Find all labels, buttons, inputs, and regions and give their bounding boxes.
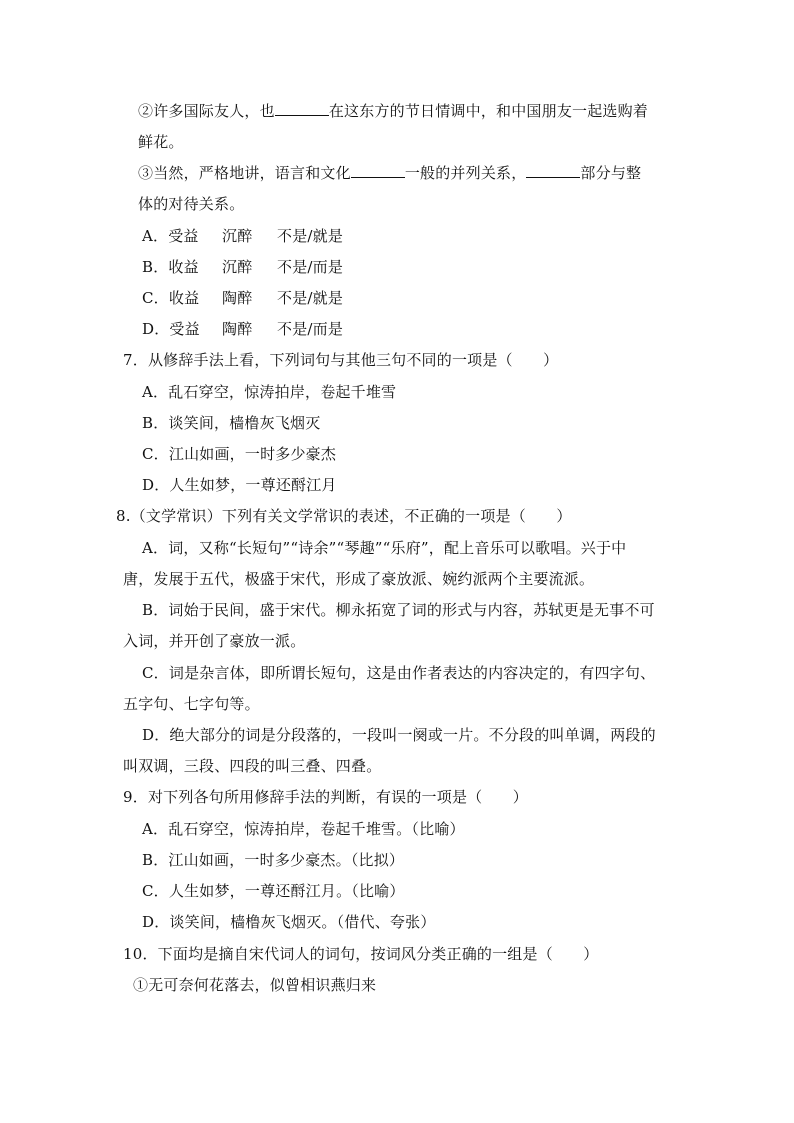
option-label: A．受益 [142,227,199,245]
q6-sentence-2-part-b: 在这东方的节日情调中，和中国朋友一起选购着 [328,102,649,120]
option-label: D．受益 [142,320,200,338]
q6-option-b [142,257,343,277]
q7-stem: 7．从修辞手法上看，下列词句与其他三句不同的一项是（ ） [123,351,559,369]
q8-option-a-line-1: A．词，又称“长短句”“诗余”“琴趣”“乐府”，配上音乐可以歌唱。兴于中 [142,539,627,557]
option-word-2: 陶醉 [222,289,253,307]
q6-sentence-3-part-c: 部分与整 [580,164,642,182]
option-word-2: 沉醉 [222,258,253,276]
option-label: C．收益 [142,289,200,307]
q6-sentence-3-line-2 [138,194,244,214]
q9-stem: 9．对下列各句所用修辞手法的判断，有误的一项是（ ） [123,788,528,806]
q7-option-d: D．人生如梦，一尊还酹江月 [142,476,337,494]
fill-blank [351,163,405,178]
q9-option-d: D．谈笑间，樯橹灰飞烟灭。（借代、夸张） [142,913,436,931]
q8-option-b-line-2: 入词，并开创了豪放一派。 [123,632,306,650]
option-word-3: 不是/就是 [277,289,344,307]
fill-blank [275,101,329,116]
q6-sentence-3-line-1 [138,163,641,183]
q7-option-c: C．江山如画，一时多少豪杰 [142,445,337,463]
option-word-3: 不是/而是 [277,258,344,276]
q6-option-d [142,319,343,339]
q6-sentence-2-line-2 [138,132,184,152]
q8-stem: 8.（文学常识）下列有关文学常识的表述，不正确的一项是（ ） [116,507,572,525]
q8-option-d-line-2: 叫双调，三段、四段的叫三叠、四叠。 [123,757,382,775]
q6-sentence-3-part-a: ③当然，严格地讲，语言和文化 [138,164,351,182]
q6-option-c [142,288,343,308]
q9-option-a: A．乱石穿空，惊涛拍岸，卷起千堆雪。（比喻） [142,820,465,838]
q8-option-b-line-1: B．词始于民间，盛于宋代。柳永拓宽了词的形式与内容，苏轼更是无事不可 [142,601,655,619]
q6-sentence-2-part-c: 鲜花。 [138,133,184,151]
q6-option-a [142,226,343,246]
option-word-2: 陶醉 [222,320,253,338]
q6-sentence-3-part-b: 一般的并列关系， [404,164,527,182]
fill-blank [526,163,580,178]
q6-sentence-2-part-a: ②许多国际友人，也 [138,102,275,120]
q8-option-d-line-1: D．绝大部分的词是分段落的，一段叫一阕或一片。不分段的叫单调，两段的 [142,726,656,744]
q8-option-c-line-2: 五字句、七字句等。 [123,695,260,713]
q8-option-c-line-1: C．词是杂言体，即所谓长短句，这是由作者表达的内容决定的，有四字句、 [142,664,656,682]
option-word-3: 不是/就是 [277,227,344,245]
q9-option-b: B．江山如画，一时多少豪杰。（比拟） [142,851,405,869]
option-word-2: 沉醉 [222,227,253,245]
option-label: B．收益 [142,258,199,276]
q10-item-1: ①无可奈何花落去，似曾相识燕归来 [133,976,377,994]
q10-stem: 10．下面均是摘自宋代词人的词句，按词风分类正确的一组是（ ） [123,945,599,963]
q8-option-a-line-2: 唐，发展于五代，极盛于宋代，形成了豪放派、婉约派两个主要流派。 [123,570,595,588]
q6-sentence-2-line-1 [138,101,648,121]
option-word-3: 不是/而是 [277,320,344,338]
q6-sentence-3-part-d: 体的对待关系。 [138,195,245,213]
q7-option-a: A．乱石穿空，惊涛拍岸，卷起千堆雪 [142,383,397,401]
q7-option-b: B．谈笑间，樯橹灰飞烟灭 [142,414,321,432]
q9-option-c: C．人生如梦，一尊还酹江月。（比喻） [142,882,405,900]
